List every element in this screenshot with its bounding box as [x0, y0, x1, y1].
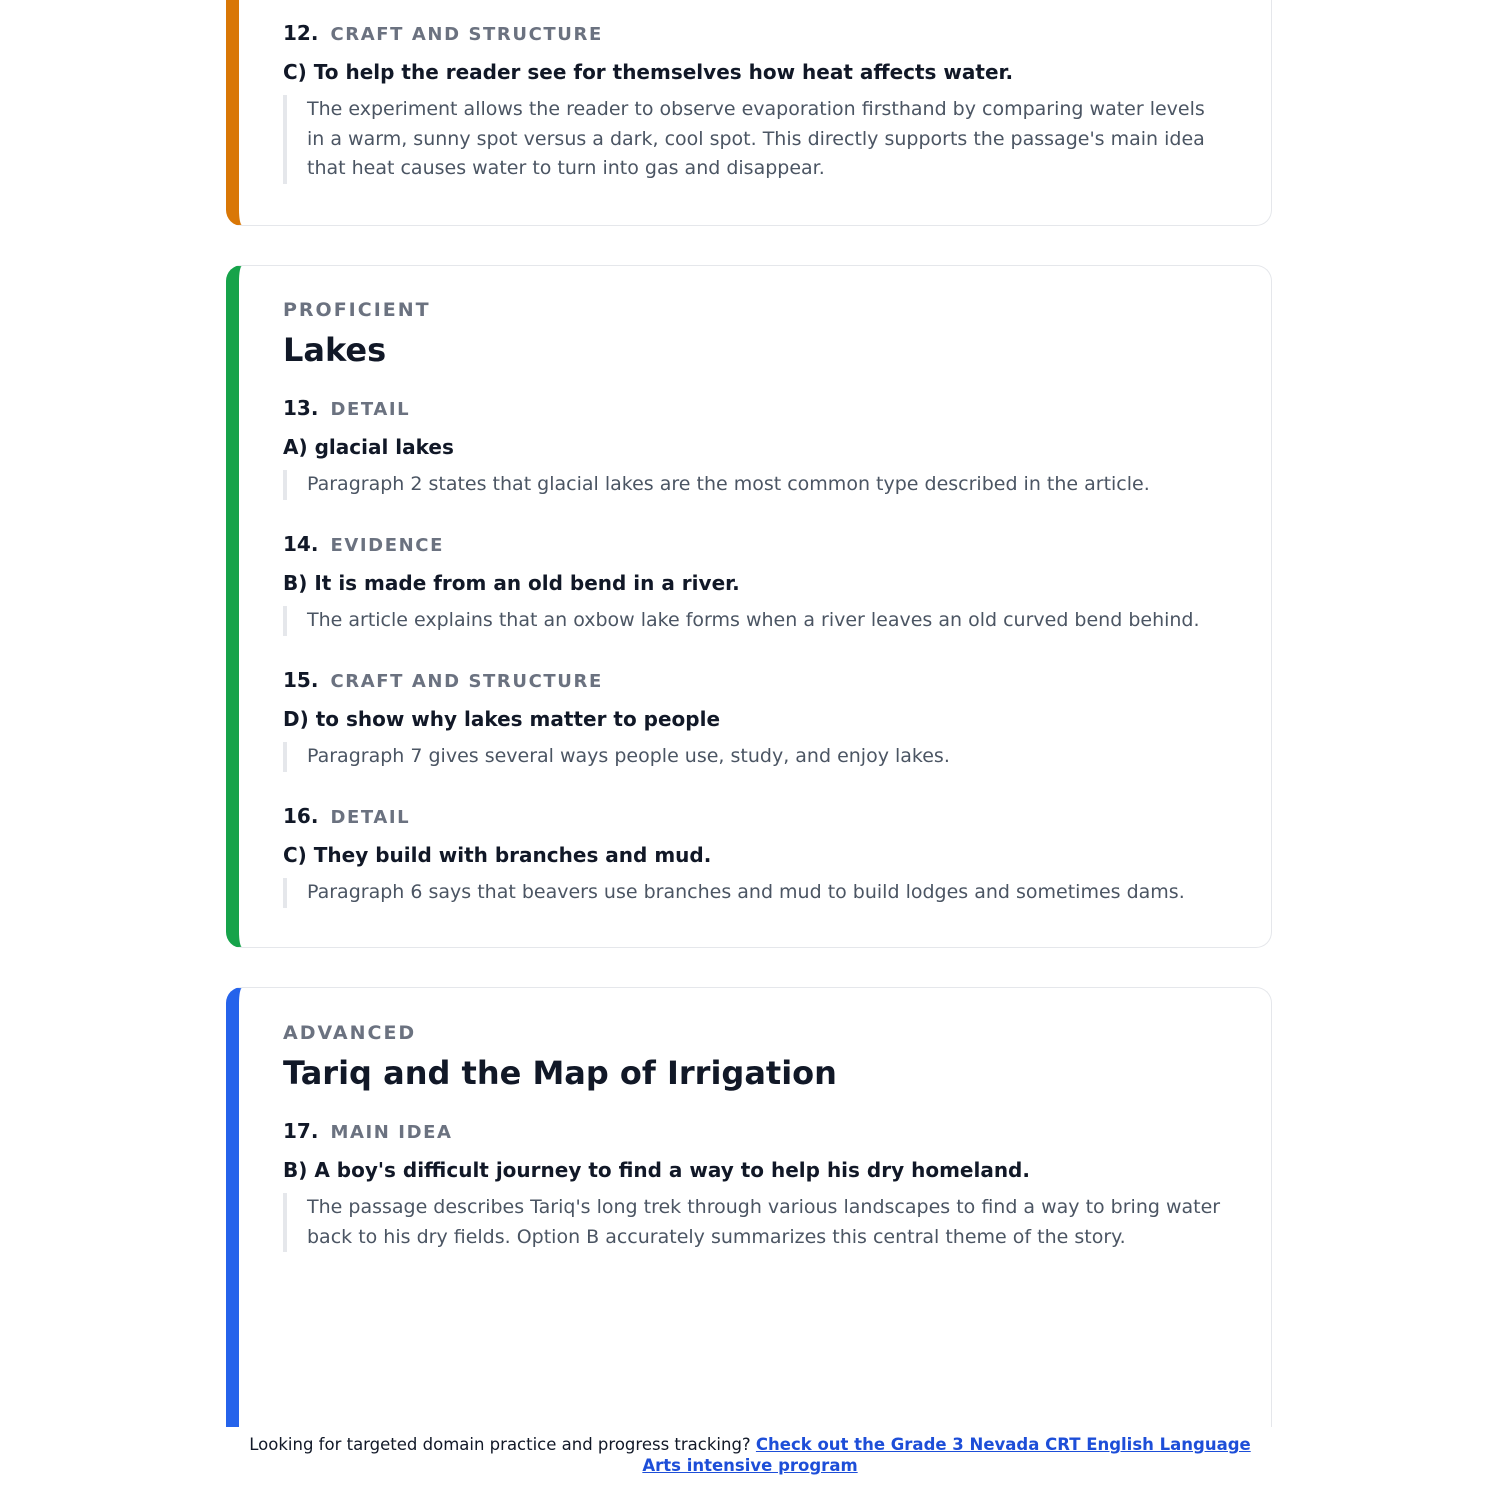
answer-explanation: The experiment allows the reader to observe evaporation firsthand by comparing water levels in a warm, sunny spot versus a dark, cool spot. This directly supports the passage's main idea that heat causes water to turn into gas and disappear.: [283, 95, 1227, 184]
question-15: [283, 668, 1227, 772]
question-14: [283, 532, 1227, 636]
correct-answer: B) A boy's difficult journey to find a way to help his dry homeland.: [283, 1158, 1030, 1182]
section-title: Lakes: [283, 331, 387, 369]
question-category: DETAIL: [330, 807, 411, 828]
question-number: 14.: [283, 532, 319, 556]
correct-answer: C) They build with branches and mud.: [283, 843, 712, 867]
section-level: PROFICIENT: [283, 299, 431, 321]
question-number: 15.: [283, 668, 319, 692]
section-card-proficient: [226, 265, 1272, 948]
question-13: [283, 396, 1227, 500]
program-link[interactable]: Check out the Grade 3 Nevada CRT English Language Arts intensive program: [642, 1435, 1251, 1475]
answer-explanation: Paragraph 7 gives several ways people use, study, and enjoy lakes.: [283, 742, 1227, 772]
question-category: MAIN IDEA: [330, 1122, 453, 1143]
question-number: 17.: [283, 1119, 319, 1143]
question-16: [283, 804, 1227, 908]
section-card-approaching: [226, 0, 1272, 226]
question-category: EVIDENCE: [330, 535, 444, 556]
answer-explanation: Paragraph 2 states that glacial lakes are the most common type described in the article.: [283, 470, 1227, 500]
correct-answer: D) to show why lakes matter to people: [283, 707, 721, 731]
correct-answer: C) To help the reader see for themselves how heat affects water.: [283, 60, 1014, 84]
answer-explanation: Paragraph 6 says that beavers use branches and mud to build lodges and sometimes dams.: [283, 878, 1227, 908]
section-title: Tariq and the Map of Irrigation: [283, 1054, 837, 1092]
answer-explanation: The passage describes Tariq's long trek through various landscapes to find a way to bring water back to his dry fields. Option B accurately summarizes this central theme of the story.: [283, 1193, 1227, 1252]
question-category: CRAFT AND STRUCTURE: [330, 24, 603, 45]
question-12: [283, 21, 1227, 184]
footer-promo: [230, 1434, 1270, 1476]
correct-answer: B) It is made from an old bend in a river.: [283, 571, 740, 595]
section-level: ADVANCED: [283, 1022, 417, 1044]
question-category: CRAFT AND STRUCTURE: [330, 671, 603, 692]
section-card-advanced: [226, 987, 1272, 1427]
question-category: DETAIL: [330, 399, 411, 420]
answer-explanation: The article explains that an oxbow lake forms when a river leaves an old curved bend behind.: [283, 606, 1227, 636]
question-number: 13.: [283, 396, 319, 420]
question-number: 16.: [283, 804, 319, 828]
question-17: [283, 1119, 1227, 1252]
correct-answer: A) glacial lakes: [283, 435, 454, 459]
question-number: 12.: [283, 21, 319, 45]
footer-prompt: Looking for targeted domain practice and progress tracking?: [249, 1435, 751, 1454]
